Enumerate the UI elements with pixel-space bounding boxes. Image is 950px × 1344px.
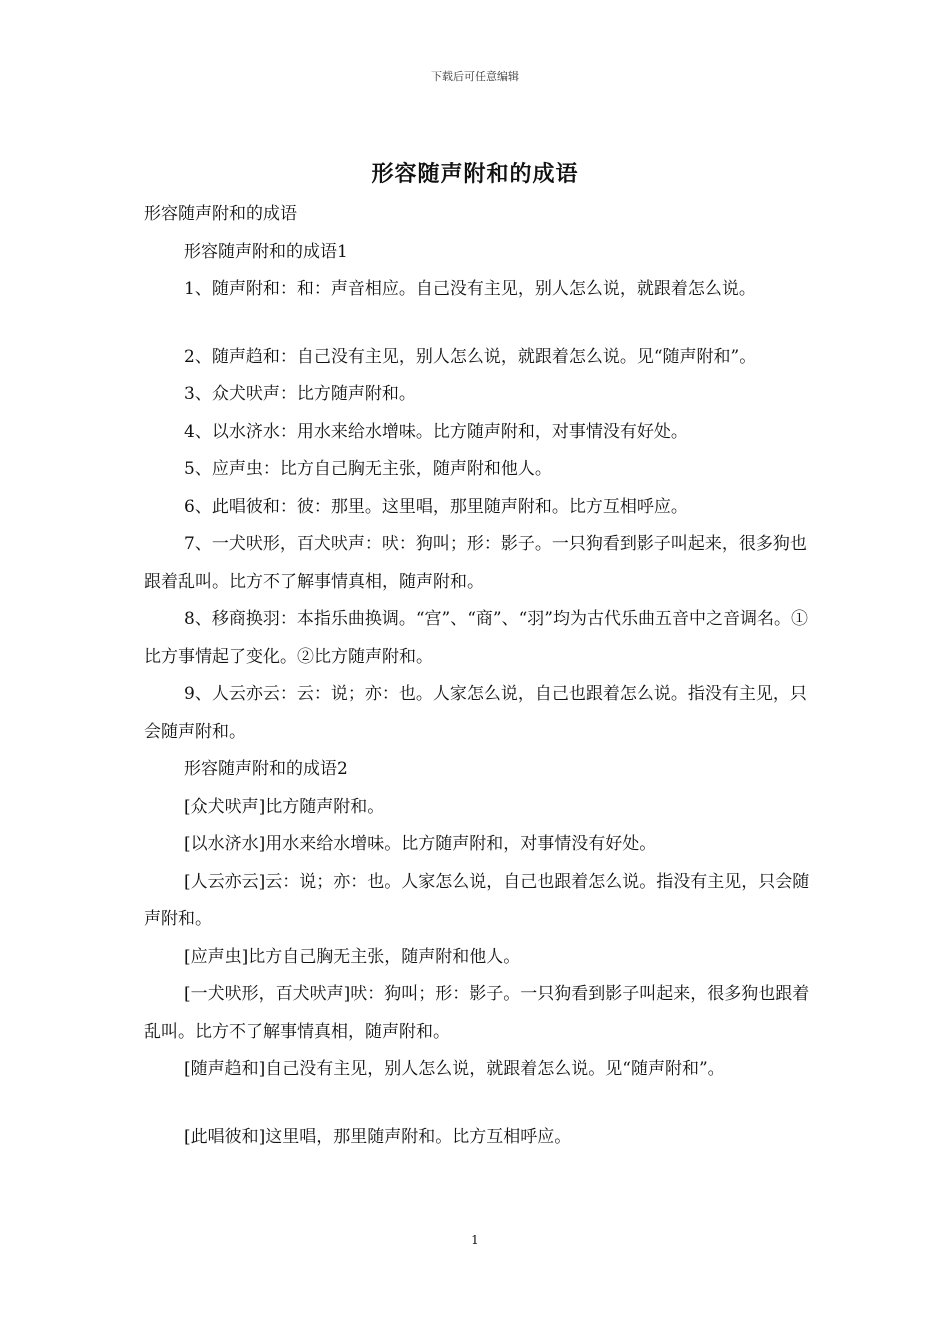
- document-body: [144, 196, 812, 1156]
- list-item-4: 4、以水济水：用水来给水增味。比方随声附和，对事情没有好处。: [184, 421, 688, 442]
- spacer: [144, 309, 812, 339]
- list-item-1: 1、随声附和：和：声音相应。自己没有主见，别人怎么说，就跟着怎么说。: [184, 279, 756, 299]
- list-item-7: 7、一犬吠形，百犬吠声：吠：狗叫；形：影子。一只狗看到影子叫起来，很多狗也跟着乱叫。比方不了解事情真相，随声附和。: [144, 534, 807, 592]
- subtitle-line: 形容随声附和的成语: [144, 204, 297, 224]
- list-item-3: 3、众犬吠声：比方随声附和。: [184, 384, 416, 404]
- entry-1: [众犬吠声]比方随声附和。: [184, 796, 385, 817]
- list-item-5: 5、应声虫：比方自己胸无主张，随声附和他人。: [184, 459, 552, 479]
- list-item-9: 9、人云亦云：云：说；亦：也。人家怎么说，自己也跟着怎么说。指没有主见，只会随声附和。: [144, 684, 807, 742]
- entry-4: [应声虫]比方自己胸无主张，随声附和他人。: [184, 946, 521, 967]
- entry-5: [一犬吠形，百犬吠声]吠：狗叫；形：影子。一只狗看到影子叫起来，很多狗也跟着乱叫。比方不了解事情真相，随声附和。: [144, 984, 810, 1042]
- entry-7: [此唱彼和]这里唱，那里随声附和。比方互相呼应。: [184, 1126, 572, 1147]
- entry-2: [以水济水]用水来给水增味。比方随声附和，对事情没有好处。: [184, 834, 657, 854]
- list-item-6: 6、此唱彼和：彼：那里。这里唱，那里随声附和。比方互相呼应。: [184, 496, 688, 517]
- page-number: 1: [471, 1233, 479, 1247]
- entry-3: [人云亦云]云：说；亦：也。人家怎么说，自己也跟着怎么说。指没有主见，只会随声附和。: [144, 871, 810, 929]
- list-item-2: 2、随声趋和：自己没有主见，别人怎么说，就跟着怎么说。见“随声附和”。: [184, 346, 757, 367]
- document-title: 形容随声附和的成语: [371, 161, 579, 187]
- section-heading-1: 形容随声附和的成语1: [184, 241, 348, 262]
- list-item-8: 8、移商换羽：本指乐曲换调。“宫”、“商”、“羽”均为古代乐曲五音中之音调名。①比方事情起了变化。②比方随声附和。: [144, 609, 808, 667]
- spacer: [144, 1089, 812, 1119]
- entry-6: [随声趋和]自己没有主见，别人怎么说，就跟着怎么说。见“随声附和”。: [184, 1059, 725, 1079]
- page-header: 下载后可任意编辑: [431, 70, 519, 83]
- section-heading-2: 形容随声附和的成语2: [184, 759, 348, 779]
